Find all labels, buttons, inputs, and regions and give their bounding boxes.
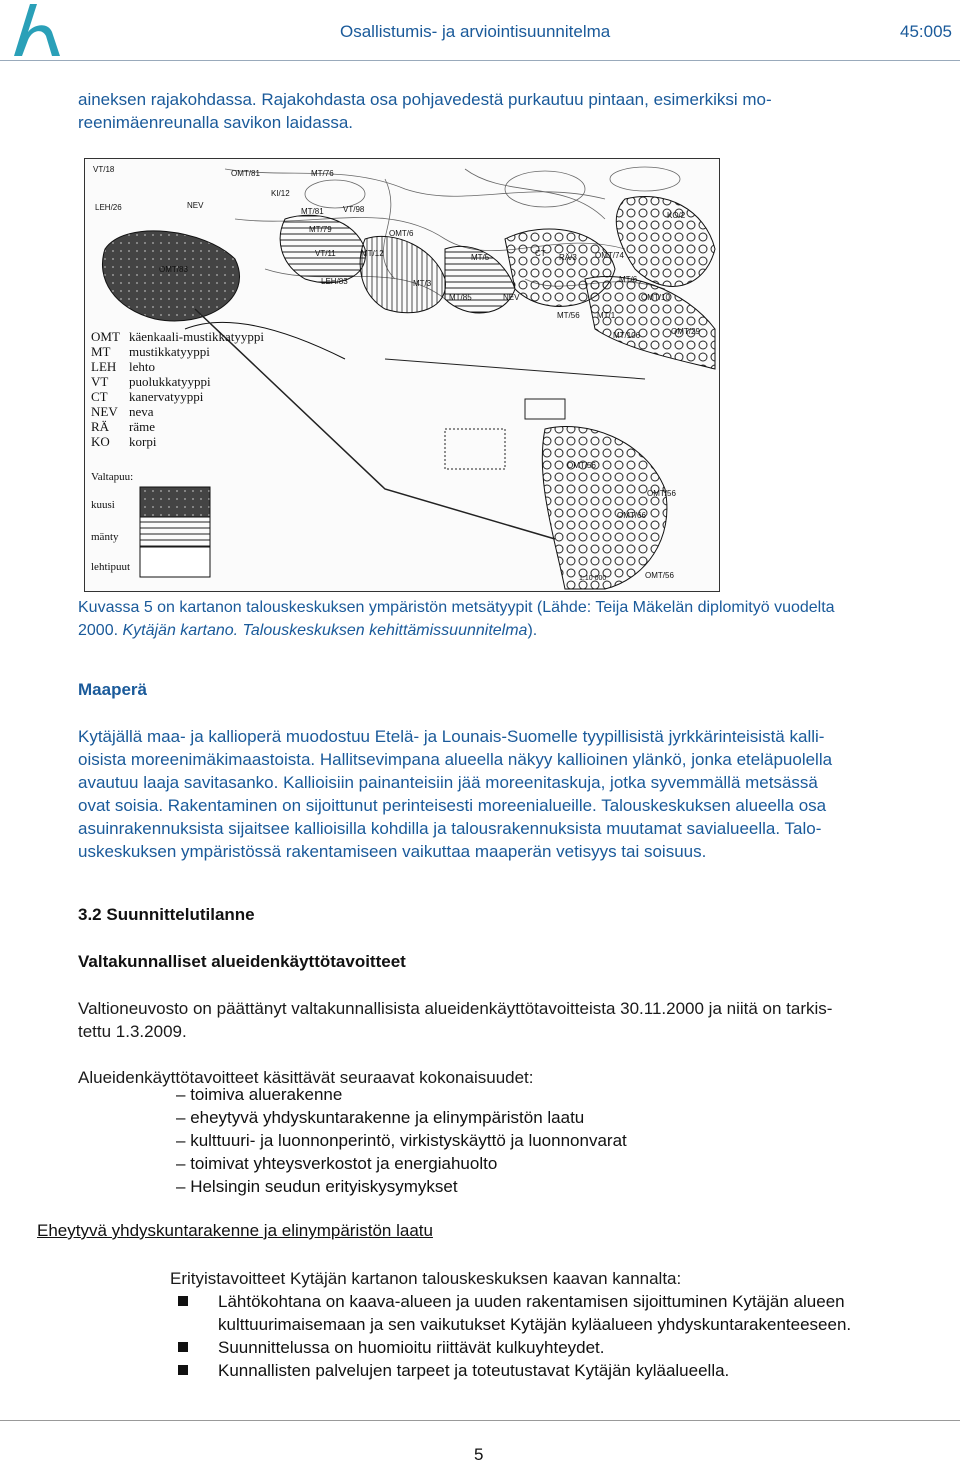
plot-label: OMT/6 xyxy=(389,229,414,238)
figure-caption-line: Kuvassa 5 on kartanon talouskeskuksen ympäristön metsätyypit (Lähde: Teija Mäkelän diplomityö vuodelta xyxy=(78,599,835,616)
plot-label: VT/18 xyxy=(93,165,115,174)
plot-label: MT/85 xyxy=(449,293,472,302)
legend-name: käenkaali-mustikkatyyppi xyxy=(129,329,265,344)
valtapuu-title: Valtapuu: xyxy=(91,471,134,483)
plot-label: NEV xyxy=(503,293,520,302)
section-heading-maapera: Maaperä xyxy=(78,680,147,699)
logo xyxy=(4,2,64,58)
maapera-line: asuinrakennuksista sijaitsee kallioisilla kohdilla ja talousrakennuksista muutamat savialueella. Talo- xyxy=(78,819,822,838)
plot-label: NEV xyxy=(187,201,204,210)
valtapuu-item: mänty xyxy=(91,531,119,543)
plot-label: MT/56 xyxy=(557,311,580,320)
subsection-title: Eheytyvä yhdyskuntarakenne ja elinympäristön laatu xyxy=(37,1221,433,1240)
legend-code: VT xyxy=(91,374,109,389)
maapera-line: Kytäjällä maa- ja kallioperä muodostuu Etelä- ja Lounais-Suomelle tyypillisistä jyrkkärinteisistä kalli- xyxy=(78,727,825,746)
page-number: 5 xyxy=(474,1445,484,1464)
subheading: Valtakunnalliset alueidenkäyttötavoitteet xyxy=(78,952,406,971)
plot-label: OMT/56 xyxy=(567,461,596,470)
legend-code: OMT xyxy=(91,329,120,344)
maapera-line: avautuu laaja savitasanko. Kallioisiin painanteisiin jää moreenitaskuja, jotka syvemmällä metsässä xyxy=(78,773,818,792)
list-item: – Helsingin seudun erityiskysymykset xyxy=(176,1175,627,1198)
list-item: – kulttuuri- ja luonnonperintö, virkistyskäyttö ja luonnonvarat xyxy=(176,1129,627,1152)
list-item: – eheytyvä yhdyskuntarakenne ja elinympäristön laatu xyxy=(176,1106,627,1129)
paragraph-line: tettu 1.3.2009. xyxy=(78,1022,187,1041)
list-item: Suunnittelussa on huomioitu riittävät kulkuyhteydet. xyxy=(178,1336,958,1359)
legend-code: LEH xyxy=(91,359,117,374)
section-heading-suunnittelutilanne: 3.2 Suunnittelutilanne xyxy=(78,905,255,924)
legend-name: kanervatyyppi xyxy=(129,389,204,404)
maapera-line: oisista moreenimäkimaastoista. Hallitsevimpana alueella näkyy kallioinen ylänkö, jonka eteläpuolella xyxy=(78,750,833,769)
list-item: Lähtökohtana on kaava-alueen ja uuden rakentamisen sijoittuminen Kytäjän alueen kulttuurimaisemaan ja sen vaikutukset Kytäjän kyläalueen yhdyskuntarakenteeseen. xyxy=(178,1290,958,1336)
valtapuu-item: lehtipuut xyxy=(91,561,131,573)
plot-label: MT/76 xyxy=(311,169,334,178)
intro-line: aineksen rajakohdassa. Rajakohdasta osa pohjavedestä purkautuu pintaan, esimerkiksi mo- xyxy=(78,90,772,109)
plot-label: MT/6 xyxy=(619,275,638,284)
paragraph-line: Valtioneuvosto on päättänyt valtakunnallisista alueidenkäyttötavoitteista 30.11.2000 ja niitä on tarkis- xyxy=(78,999,833,1018)
list-item: – toimivat yhteysverkostot ja energiahuolto xyxy=(176,1152,627,1175)
plot-label: LEH/83 xyxy=(321,277,348,286)
plot-label: MT/79 xyxy=(309,225,332,234)
plot-label: OMT/83 xyxy=(159,265,188,274)
plot-label: OMT/81 xyxy=(231,169,260,178)
plot-label: MT/5 xyxy=(471,253,490,262)
legend-code: RÄ xyxy=(91,419,110,434)
legend-name: korpi xyxy=(129,434,157,449)
goal-list xyxy=(176,1083,627,1198)
plot-label: MT/12 xyxy=(361,249,384,258)
valtapuu-item: kuusi xyxy=(91,499,115,511)
legend-code: KO xyxy=(91,434,110,449)
legend-code: NEV xyxy=(91,404,118,419)
plot-label: OMT/10 xyxy=(641,293,670,302)
plot-label: CT xyxy=(535,249,546,258)
bullet-list xyxy=(178,1290,958,1382)
list-item: – toimiva aluerakenne xyxy=(176,1083,627,1106)
plot-label: MT/1 xyxy=(597,311,616,320)
intro-line: reenimäenreunalla savikon laidassa. xyxy=(78,113,353,132)
figure-caption-line: 2000. Kytäjän kartano. Talouskeskuksen kehittämissuunnitelma). xyxy=(78,622,538,639)
plot-label: OMT/56 xyxy=(647,489,676,498)
legend-name: räme xyxy=(129,419,155,434)
plot-label: OMT/74 xyxy=(595,251,624,260)
paragraph-line: Alueidenkäyttötavoitteet käsittävät seuraavat kokonaisuudet: xyxy=(78,1068,534,1087)
document-code: 45:005 xyxy=(900,22,952,41)
plot-label: MT/81 xyxy=(301,207,324,216)
legend-name: lehto xyxy=(129,359,155,374)
legend-name: puolukkatyyppi xyxy=(129,374,211,389)
maapera-line: uskeskuksen ympäristössä rakentamiseen vaikuttaa maaperän vetisyys tai soisuus. xyxy=(78,842,707,861)
plot-label: OMT/66 xyxy=(617,511,646,520)
plot-label: KI/12 xyxy=(271,189,290,198)
plot-label: OMT/56 xyxy=(645,571,674,580)
plot-label: MT/3 xyxy=(413,279,432,288)
plot-label: LEH/26 xyxy=(95,203,122,212)
plot-label: KO/2 xyxy=(667,211,686,220)
list-item: Kunnallisten palvelujen tarpeet ja toteutustavat Kytäjän kyläalueella. xyxy=(178,1359,958,1382)
paragraph-line: Erityistavoitteet Kytäjän kartanon talouskeskuksen kaavan kannalta: xyxy=(170,1269,682,1288)
plot-label: OMT/29 xyxy=(671,327,700,336)
map-scale: 1:10 000 xyxy=(579,575,607,582)
maapera-line: ovat soisia. Rakentaminen on sijoittunut perinteisesti moreenialueille. Talouskeskuksen alueella osa xyxy=(78,796,827,815)
footer-divider xyxy=(0,1420,960,1421)
plot-label: RÄ/3 xyxy=(559,253,577,262)
plot-label: VT/98 xyxy=(343,205,365,214)
forest-type-map xyxy=(84,158,720,592)
plot-label: MT/106 xyxy=(613,331,641,340)
legend-code: MT xyxy=(91,344,111,359)
document-title: Osallistumis- ja arviointisuunnitelma xyxy=(340,22,611,41)
map-legend xyxy=(91,329,264,449)
legend-code: CT xyxy=(91,389,108,404)
legend-name: mustikkatyyppi xyxy=(129,344,210,359)
legend-name: neva xyxy=(129,404,154,419)
header-divider xyxy=(0,60,960,61)
plot-label: VT/11 xyxy=(315,249,336,258)
